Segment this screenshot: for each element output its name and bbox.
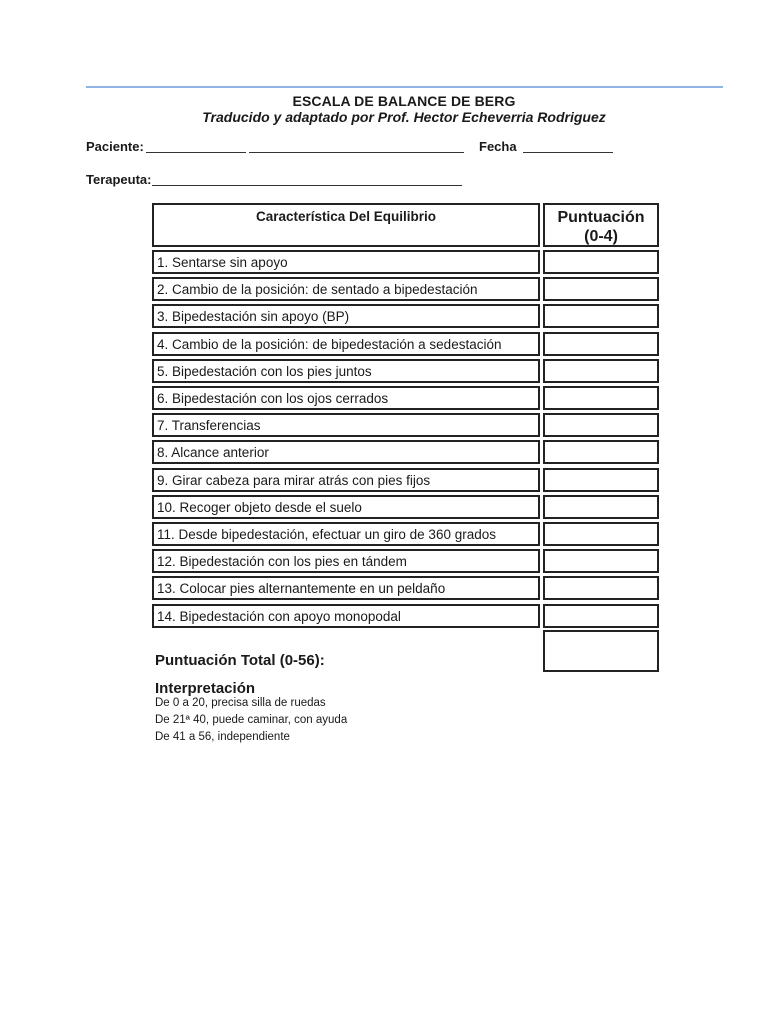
table-row — [152, 277, 540, 301]
patient-label: Paciente: — [86, 139, 144, 154]
item-label: 3. Bipedestación sin apoyo (BP) — [157, 309, 350, 324]
document-subtitle: Traducido y adaptado por Prof. Hector Echeverria Rodriguez — [202, 109, 606, 125]
item-label: 8. Alcance anterior — [157, 445, 269, 460]
score-header-line2: (0-4) — [584, 228, 618, 245]
table-row — [152, 549, 540, 573]
interpretation-line: De 0 a 20, precisa silla de ruedas — [155, 697, 326, 709]
document-title: ESCALA DE BALANCE DE BERG — [292, 93, 516, 109]
interpretation-title: Interpretación — [155, 680, 256, 697]
item-label: 7. Transferencias — [157, 418, 261, 433]
table-row — [152, 440, 540, 464]
score-header-line1: Puntuación — [557, 209, 645, 226]
item-label: 4. Cambio de la posición: de bipedestación a sedestación — [157, 337, 502, 352]
therapist-line[interactable] — [152, 185, 462, 186]
table-row — [152, 332, 540, 356]
item-label: 6. Bipedestación con los ojos cerrados — [157, 391, 389, 406]
score-cell[interactable] — [543, 304, 659, 328]
table-row — [152, 576, 540, 600]
score-cell[interactable] — [543, 522, 659, 546]
score-cell[interactable] — [543, 604, 659, 628]
score-cell[interactable] — [543, 440, 659, 464]
score-cell[interactable] — [543, 277, 659, 301]
score-cell[interactable] — [543, 386, 659, 410]
table-row — [152, 304, 540, 328]
score-cell[interactable] — [543, 576, 659, 600]
patient-line-1[interactable] — [146, 152, 246, 153]
interpretation-line: De 21ª 40, puede caminar, con ayuda — [155, 714, 348, 726]
score-cell[interactable] — [543, 359, 659, 383]
item-label: 1. Sentarse sin apoyo — [157, 255, 288, 270]
item-label: 14. Bipedestación con apoyo monopodal — [157, 609, 401, 624]
item-label: 13. Colocar pies alternantemente en un peldaño — [157, 581, 446, 596]
table-row — [152, 386, 540, 410]
score-cell[interactable] — [543, 332, 659, 356]
table-row — [152, 468, 540, 492]
item-label: 2. Cambio de la posición: de sentado a bipedestación — [157, 282, 478, 297]
therapist-label: Terapeuta: — [86, 172, 152, 187]
date-line[interactable] — [523, 152, 613, 153]
total-score-box[interactable] — [543, 630, 659, 672]
item-label: 9. Girar cabeza para mirar atrás con pies fijos — [157, 473, 431, 488]
date-label: Fecha — [479, 139, 517, 154]
item-label: 12. Bipedestación con los pies en tándem — [157, 554, 407, 569]
interpretation-line: De 41 a 56, independiente — [155, 731, 290, 743]
table-row — [152, 250, 540, 274]
top-divider — [86, 86, 723, 88]
score-cell[interactable] — [543, 250, 659, 274]
table-row — [152, 522, 540, 546]
total-score-label: Puntuación Total (0-56): — [155, 652, 325, 669]
feature-header: Característica Del Equilibrio — [255, 209, 437, 224]
table-row — [152, 413, 540, 437]
score-header-cell — [543, 203, 659, 247]
score-cell[interactable] — [543, 549, 659, 573]
score-cell[interactable] — [543, 495, 659, 519]
table-row — [152, 604, 540, 628]
item-label: 5. Bipedestación con los pies juntos — [157, 364, 372, 379]
score-cell[interactable] — [543, 413, 659, 437]
table-row — [152, 495, 540, 519]
score-cell[interactable] — [543, 468, 659, 492]
feature-header-cell — [152, 203, 540, 247]
table-row — [152, 359, 540, 383]
item-label: 10. Recoger objeto desde el suelo — [157, 500, 362, 515]
patient-line-2[interactable] — [249, 152, 464, 153]
item-label: 11. Desde bipedestación, efectuar un giro de 360 grados — [157, 527, 496, 542]
